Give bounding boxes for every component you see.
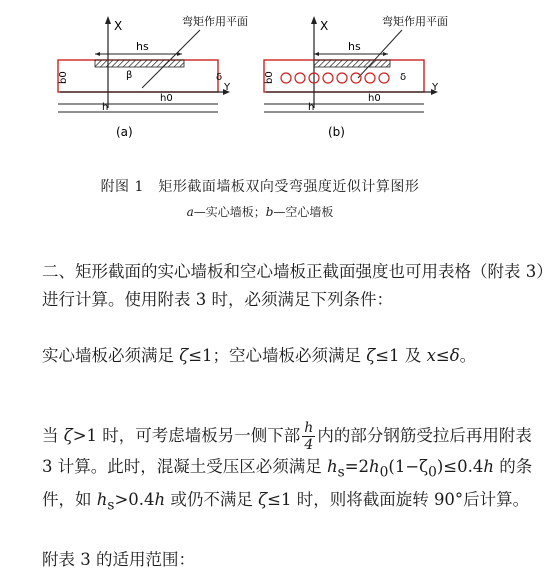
- fraction-h-over-4: $\frac{h}{4}$: [304, 420, 314, 453]
- moment-plane-label: 弯矩作用平面: [182, 15, 248, 28]
- sub-a-text: —实心墙板；: [193, 205, 266, 219]
- void-circle: [295, 73, 305, 83]
- paragraph-4: 附表 3 的适用范围：: [42, 550, 195, 569]
- paragraph-1: 二、矩形截面的实心墙板和空心墙板正截面强度也可用表格（附表 3）进行计算。使用附表 3 时，必须满足下列条件：: [42, 262, 545, 309]
- sub-a-letter: a: [186, 205, 194, 219]
- figure-b-tag: (b): [328, 125, 345, 139]
- figure-subcaption: [0, 203, 520, 220]
- void-circle: [379, 73, 389, 83]
- figure-b-hollow-wall: [258, 8, 458, 143]
- sub-b-letter: b: [265, 205, 274, 219]
- paragraph-2: 实心墙板必须满足 ζ≤1；空心墙板必须满足 ζ≤1 及 x≤δ。: [42, 346, 477, 365]
- b0-label: b0: [58, 71, 69, 84]
- y-axis-label: Y: [224, 82, 231, 93]
- h0-label: h0: [160, 93, 173, 104]
- leader-line: [142, 30, 200, 88]
- figure-caption: 附图 1 矩形截面墙板双向受弯强度近似计算图形: [100, 179, 420, 195]
- figure-a-solid-wall: [40, 8, 248, 143]
- moment-plane-label: 弯矩作用平面: [382, 15, 448, 28]
- sub-b-text: —空心墙板: [273, 205, 334, 219]
- x-axis-label: X: [114, 19, 123, 33]
- paragraph-3: 当 ζ>1 时，可考虑墙板另一侧下部 $\frac{h}{4}$ 内的部分钢筋受拉后再用附表 3 计算。此时，混凝土受压区必须满足 $h_s=2h_0(1-\zeta_0)\le 0.4h$ 的条件，如 $h_s>0.4h$ 或仍不满足 ζ≤1 时，则将截面旋转 90°后计算。: [42, 420, 533, 514]
- void-circle: [351, 73, 361, 83]
- void-circle: [323, 73, 333, 83]
- void-circle: [365, 73, 375, 83]
- void-circle: [337, 73, 347, 83]
- b0-label: b0: [264, 71, 275, 84]
- hs-label: hs: [348, 40, 361, 53]
- x-axis-label: X: [320, 19, 329, 33]
- compression-zone: [95, 60, 184, 67]
- h-label: h: [102, 102, 109, 113]
- compression-zone: [314, 60, 390, 67]
- beta-label: β: [126, 70, 133, 81]
- void-circle: [281, 73, 291, 83]
- delta-label: δ: [400, 72, 407, 83]
- figure-a-tag: (a): [116, 125, 133, 139]
- hs-label: hs: [136, 40, 149, 53]
- y-axis-label: Y: [432, 82, 439, 93]
- h-label: h: [308, 102, 315, 113]
- h0-label: h0: [368, 93, 381, 104]
- delta-label: δ: [216, 72, 223, 83]
